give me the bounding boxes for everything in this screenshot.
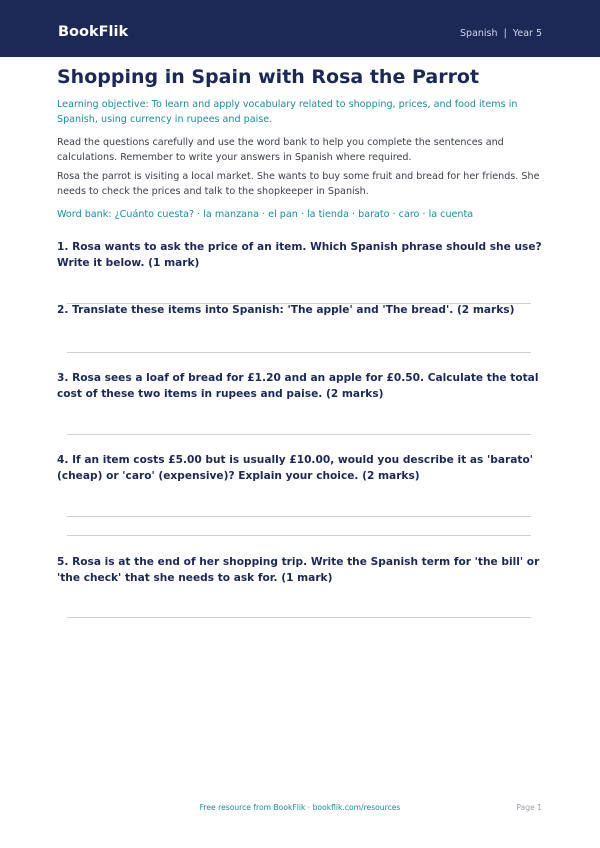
answer-line[interactable] [67,352,531,353]
instructions-text: Read the questions carefully and use the word bank to help you complete the sentences and calculations. Remember to write your answers in Spanish where required. [57,137,504,163]
brand-logo: BookFlik [58,24,129,40]
answer-line[interactable] [67,516,531,517]
header-bar [0,0,600,57]
question-5: 5. Rosa is at the end of her shopping trip. Write the Spanish term for 'the bill' or 'the check' that she needs to ask for. (1 mark) [57,556,540,584]
question-1: 1. Rosa wants to ask the price of an item. Which Spanish phrase should she use? Write it below. (1 mark) [57,241,542,269]
answer-line[interactable] [67,434,531,435]
word-bank: Word bank: ¿Cuánto cuesta? · la manzana · el pan · la tienda · barato · caro · la cuenta [57,209,474,220]
footer-credit: Free resource from BookFlik · bookflik.com/resources [199,803,401,812]
answer-line[interactable] [67,535,531,536]
question-4: 4. If an item costs £5.00 but is usually £10.00, would you describe it as 'barato' (cheap) or 'caro' (expensive)? Explain your choice. (2 marks) [57,454,533,482]
learning-objective: Learning objective: To learn and apply vocabulary related to shopping, prices, and food items in Spanish, using currency in rupees and paise. [57,99,518,125]
question-3: 3. Rosa sees a loaf of bread for £1.20 and an apple for £0.50. Calculate the total cost of these two items in rupees and paise. (2 marks) [57,372,539,400]
subject-year-label: Spanish | Year 5 [460,28,542,39]
page-number: Page 1 [516,803,542,812]
story-text: Rosa the parrot is visiting a local market. She wants to buy some fruit and bread for her friends. She needs to check the prices and talk to the shopkeeper in Spanish. [57,171,540,197]
page-title: Shopping in Spain with Rosa the Parrot [57,66,480,88]
answer-line[interactable] [67,617,531,618]
question-2: 2. Translate these items into Spanish: 'The apple' and 'The bread'. (2 marks) [57,304,515,316]
